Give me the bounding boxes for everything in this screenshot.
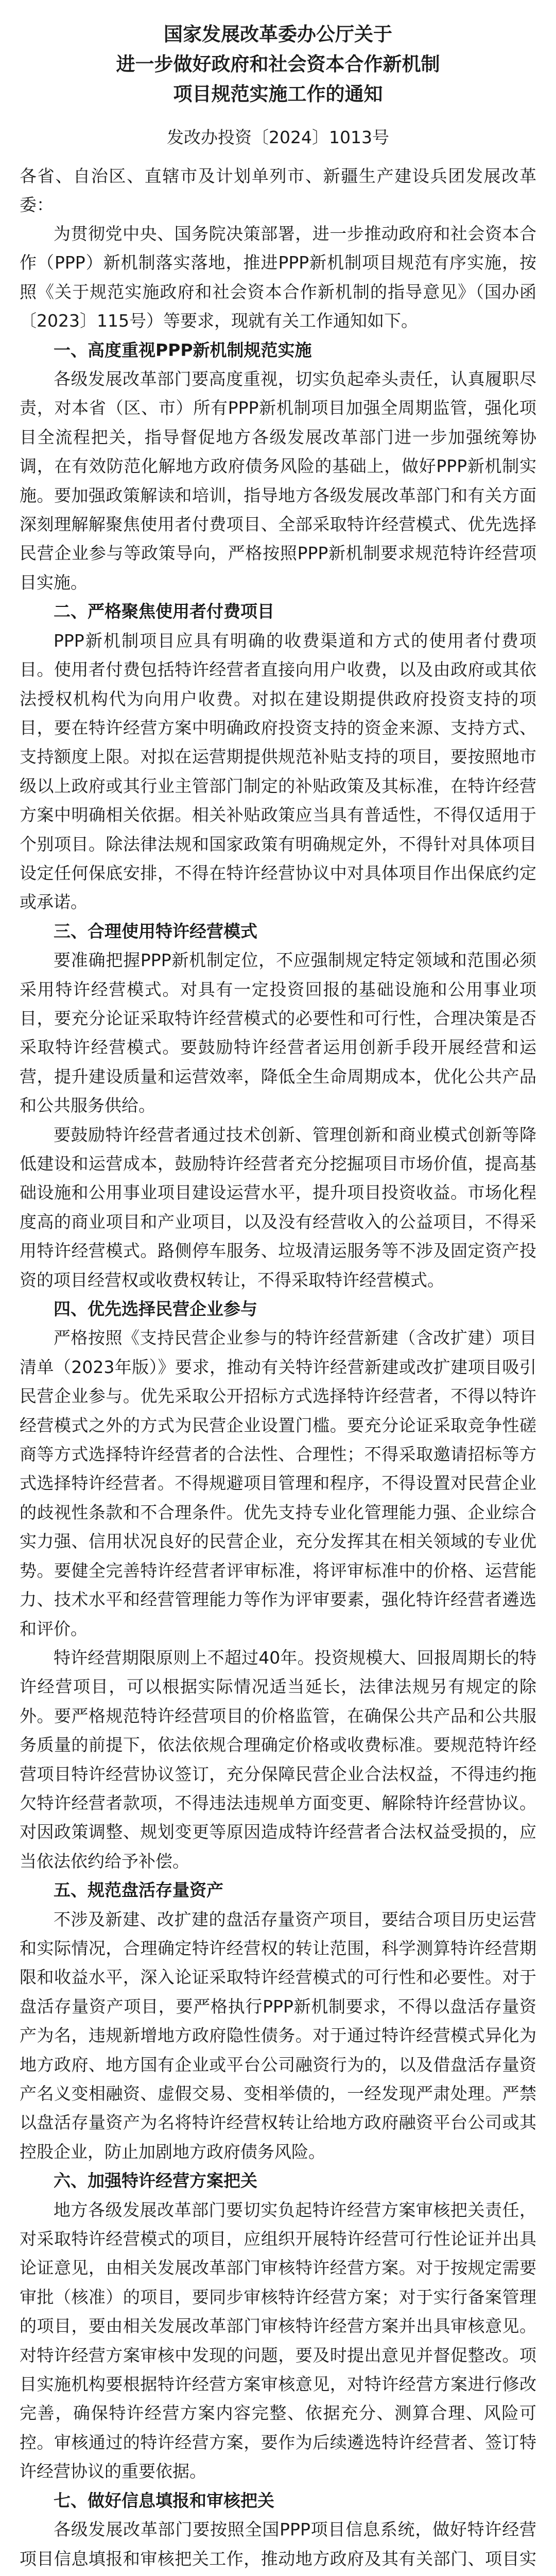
section-heading: 四、优先选择民营企业参与: [54, 1299, 257, 1319]
section-paragraph: 要鼓励特许经营者通过技术创新、管理创新和商业模式创新等降低建设和运营成本，鼓励特许经营者充分挖掘项目市场价值，提高基础设施和公用事业项目建设运营水平，提升项目投资收益。市场化程度高的商业项目和产业项目，以及没有经营收入的公益项目，不得采用特许经营模式。路侧停车服务、垃圾清运服务等不涉及固定资产投资的项目经营权或收费权转让，不得采取特许经营模式。: [20, 1124, 536, 1290]
section-heading: 三、合理使用特许经营模式: [54, 921, 257, 941]
document-title: [20, 20, 536, 109]
section-heading: 六、加强特许经营方案把关: [54, 2171, 257, 2191]
intro-paragraph: 为贯彻党中央、国务院决策部署，进一步推动政府和社会资本合作（PPP）新机制落实落地，推进PPP新机制项目规范有序实施，按照《关于规范实施政府和社会资本合作新机制的指导意见》（国办函〔2023〕115号）等要求，现就有关工作通知如下。: [20, 224, 536, 331]
section-heading: 二、严格聚焦使用者付费项目: [54, 601, 274, 622]
section-heading: 五、规范盘活存量资产: [54, 1880, 223, 1901]
section-heading: 七、做好信息填报和审核把关: [54, 2490, 274, 2511]
section-paragraph: PPP新机制项目应具有明确的收费渠道和方式的使用者付费项目。使用者付费包括特许经营者直接向用户收费，以及由政府或其依法授权机构代为向用户收费。对拟在建设期提供政府投资支持的项目，要在特许经营方案中明确政府投资支持的资金来源、支持方式、支持额度上限。对拟在运营期提供规范补贴支持的项目，要按照地市级以上政府或其行业主管部门制定的补贴政策及其标准，在特许经营方案中明确相关依据。相关补贴政策应当具有普适性，不得仅适用于个别项目。除法律法规和国家政策有明确规定外，不得针对具体项目设定任何保底安排，不得在特许经营协议中对具体项目作出保底约定或承诺。: [20, 630, 536, 912]
section-paragraph: 要准确把握PPP新机制定位，不应强制规定特定领域和范围必须采用特许经营模式。对具有一定投资回报的基础设施和公用事业项目，要充分论证采取特许经营模式的必要性和可行性，合理决策是否采取特许经营模式。要鼓励特许经营者运用创新手段开展经营和运营，提升建设质量和运营效率，降低全生命周期成本，优化公共产品和公共服务供给。: [20, 950, 536, 1116]
section-paragraph: 特许经营期限原则上不超过40年。投资规模大、回报周期长的特许经营项目，可以根据实际情况适当延长，法律法规另有规定的除外。要严格规范特许经营项目的价格监管，在确保公共产品和公共服务质量的前提下，依法依规合理确定价格或收费标准。要规范特许经营项目特许经营协议签订，充分保障民营企业合法权益，不得违约拖欠特许经营者款项，不得违法违规单方面变更、解除特许经营协议。对因政策调整、规划变更等原因造成特许经营者合法权益受损的，应当依法依约给予补偿。: [20, 1647, 536, 1871]
document-number: 发改办投资〔2024〕1013号: [167, 127, 389, 147]
title-line: 进一步做好政府和社会资本合作新机制: [116, 53, 440, 75]
addressee-line: 各省、自治区、直辖市及计划单列市、新疆生产建设兵团发展改革委：: [20, 166, 536, 215]
sections-container: [20, 336, 536, 2576]
section-paragraph: 各级发展改革部门要高度重视，切实负起牵头责任，认真履职尽责，对本省（区、市）所有PPP新机制项目加强全周期监管，强化项目全流程把关，指导督促地方各级发展改革部门进一步加强统筹协调，在有效防范化解地方政府债务风险的基础上，做好PPP新机制实施。要加强政策解读和培训，指导地方各级发展改革部门和有关方面深刻理解解聚焦使用者付费项目、全部采取特许经营模式、优先选择民营企业参与等政策导向，严格按照PPP新机制要求规范特许经营项目实施。: [20, 369, 536, 592]
title-line: 国家发展改革委办公厅关于: [164, 23, 392, 45]
section-paragraph: 地方各级发展改革部门要切实负起特许经营方案审核把关责任，对采取特许经营模式的项目，应组织开展特许经营可行性论证并出具论证意见，由相关发展改革部门审核特许经营方案。对于按规定需要审批（核准）的项目，要同步审核特许经营方案；对于实行备案管理的项目，要由相关发展改革部门审核特许经营方案并出具审核意见。对特许经营方案审核中发现的问题，要及时提出意见并督促整改。项目实施机构要根据特许经营方案审核意见，对特许经营方案进行修改完善，确保特许经营方案内容完整、依据充分、测算合理、风险可控。审核通过的特许经营方案，要作为后续遴选特许经营者、签订特许经营协议的重要依据。: [20, 2199, 536, 2482]
section-paragraph: 各级发展改革部门要按照全国PPP项目信息系统，做好特许经营项目信息填报和审核把关工作，推动地方政府及其有关部门、项目实: [20, 2519, 536, 2569]
title-line: 项目规范实施工作的通知: [173, 83, 383, 105]
section-paragraph: 不涉及新建、改扩建的盘活存量资产项目，要结合项目历史运营和实际情况，合理确定特许经营权的转让范围，科学测算特许经营期限和收益水平，深入论证采取特许经营模式的可行性和必要性。对于盘活存量资产项目，要严格执行PPP新机制要求，不得以盘活存量资产为名，违规新增地方政府隐性债务。对于通过特许经营模式异化为地方政府、地方国有企业或平台公司融资行为的，以及借盘活存量资产名义变相融资、虚假交易、变相举债的，一经发现严肃处理。严禁以盘活存量资产为名将特许经营权转让给地方政府融资平台公司或其控股企业，防止加剧地方政府债务风险。: [20, 1909, 536, 2162]
section-heading: 一、高度重视PPP新机制规范实施: [54, 340, 312, 360]
section-paragraph: 严格按照《支持民营企业参与的特许经营新建（含改扩建）项目清单（2023年版）》要求，推动有关特许经营新建或改扩建项目吸引民营企业参与。优先采取公开招标方式选择特许经营者，不得以特许经营模式之外的方式为民营企业设置门槛。要充分论证采取竞争性磋商等方式选择特许经营者的合法性、合理性；不得采取邀请招标等方式选择特许经营者。不得规避项目管理和程序，不得设置对民营企业的歧视性条款和不合理条件。优先支持专业化管理能力强、企业综合实力强、信用状况良好的民营企业，充分发挥其在相关领域的专业优势。要健全完善特许经营者评审标准，将评审标准中的价格、运营能力、技术水平和经营管理能力等作为评审要素，强化特许经营者遴选和评价。: [20, 1328, 536, 1639]
